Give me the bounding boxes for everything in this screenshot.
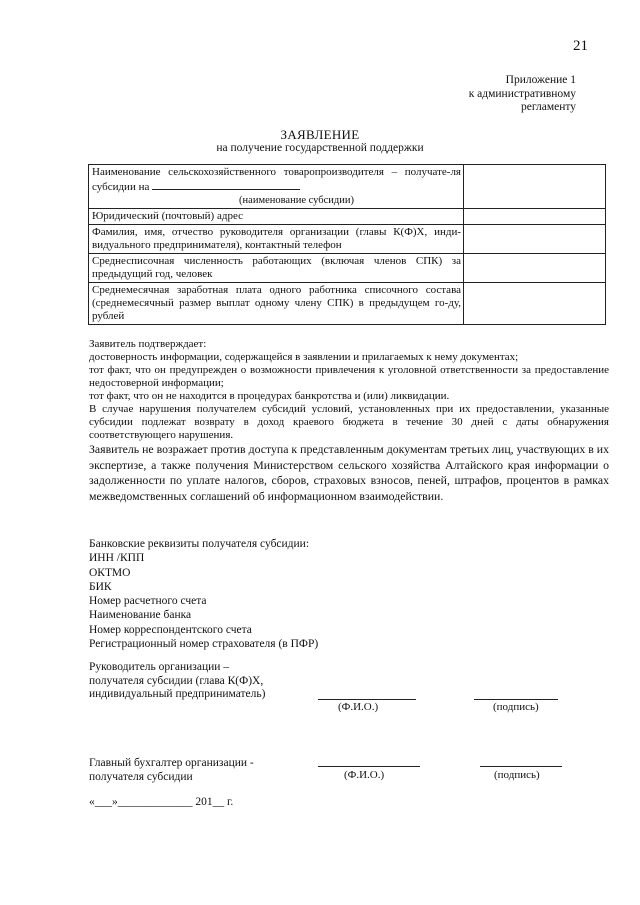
declaration-consent-clause: Заявитель не возражает против доступа к представленным документам третьих лиц, участвующих в их экспертизе, а также получения Министерством сельского хозяйства Алтайского края информации о задолженности по уплате налогов, сборов, страховых взносов, пеней, штрафов, процентов в рамках межведомственных соглашений об информационном взаимодействии.: [89, 442, 609, 503]
bank-corr-account: Номер корреспондентского счета: [89, 623, 252, 636]
declaration-section: [89, 338, 609, 504]
accountant-fio-caption: (Ф.И.О.): [344, 769, 385, 781]
bank-heading: Банковские реквизиты получателя субсидии:: [89, 538, 310, 550]
appendix-note: [376, 74, 576, 115]
headcount-value[interactable]: [464, 254, 606, 283]
accountant-sign-caption: (подпись): [494, 769, 540, 781]
table-row: [89, 209, 606, 225]
producer-name-label: Наименование сельскохозяйственного товаропроизводителя – получате-ля субсидии на: [92, 166, 461, 193]
declaration-refund-clause: В случае нарушения получателем субсидий условий, установленных при их предоставлении, указанные субсидии подлежат возврату в доход краевого бюджета в течение 30 дней с даты обнаружения соответствующего нарушения.: [89, 403, 609, 441]
accountant-sign-line: [480, 766, 562, 767]
document-title: ЗАЯВЛЕНИЕ: [280, 127, 360, 142]
table-row: [89, 225, 606, 254]
declaration-item-2: тот факт, что он предупрежден о возможности привлечения к уголовной ответственности за предоставление недостоверной информации;: [89, 364, 609, 389]
appendix-line-2: к административному: [468, 87, 576, 100]
head-sign-line: [474, 699, 558, 700]
head-title-line-2: получателя субсидии (глава К(Ф)Х,: [89, 674, 264, 687]
appendix-line-1: Приложение 1: [505, 74, 576, 86]
salary-label: Среднемесячная заработная плата одного работника списочного состава (среднемесячный размер выплат одному члену СПК) в предыдущем го-ду, рублей: [89, 283, 464, 325]
head-name-value[interactable]: [464, 225, 606, 254]
head-fio-caption: (Ф.И.О.): [338, 701, 379, 713]
legal-address-label: Юридический (почтовый) адрес: [89, 209, 464, 225]
bank-account: Номер расчетного счета: [89, 595, 207, 608]
accountant-title-line-2: получателя субсидии: [89, 770, 193, 783]
appendix-line-3: регламенту: [521, 101, 576, 113]
bank-details: [89, 537, 318, 651]
accountant-fio-line: [318, 766, 420, 767]
table-row: [89, 254, 606, 283]
bank-bik: БИК: [89, 580, 112, 593]
head-name-label: Фамилия, имя, отчество руководителя организации (главы К(Ф)Х, инди-видуального предпринимателя), контактный телефон: [89, 225, 464, 254]
table-row: [89, 165, 606, 209]
producer-name-value[interactable]: [464, 165, 606, 209]
bank-name: Наименование банка: [89, 609, 192, 622]
bank-oktmo: ОКТМО: [89, 566, 131, 579]
accountant-signature-block: [89, 757, 254, 784]
headcount-label: Среднесписочная численность работающих (включая членов СПК) за предыдущий год, человек: [89, 254, 464, 283]
date-line[interactable]: «___»_____________ 201__ г.: [89, 796, 234, 808]
head-signature-block: [89, 661, 265, 702]
bank-reg-number: Регистрационный номер страхователя (в ПФР): [89, 638, 319, 651]
bank-inn: ИНН /КПП: [89, 552, 145, 565]
table-row: [89, 283, 606, 325]
declaration-item-3: тот факт, что он не находится в процедурах банкротства и (или) ликвидации.: [89, 390, 450, 402]
head-title-line-1: Руководитель организации –: [89, 661, 230, 673]
salary-value[interactable]: [464, 283, 606, 325]
declaration-item-1: достоверность информации, содержащейся в заявлении и прилагаемых к нему документах;: [89, 351, 519, 363]
subsidy-name-blank: [152, 179, 300, 190]
document-subtitle: на получение государственной поддержки: [216, 142, 424, 154]
row-label-producer-name: [89, 165, 464, 209]
legal-address-value[interactable]: [464, 209, 606, 225]
page-number: 21: [573, 38, 588, 54]
subsidy-name-note: (наименование субсидии): [239, 195, 354, 206]
applicant-info-table: [88, 164, 606, 325]
head-fio-line: [318, 699, 416, 700]
head-title-line-3: индивидуальный предприниматель): [89, 688, 266, 700]
head-sign-caption: (подпись): [493, 701, 539, 713]
declaration-intro: Заявитель подтверждает:: [89, 338, 207, 350]
accountant-title-line-1: Главный бухгалтер организации -: [89, 757, 254, 769]
